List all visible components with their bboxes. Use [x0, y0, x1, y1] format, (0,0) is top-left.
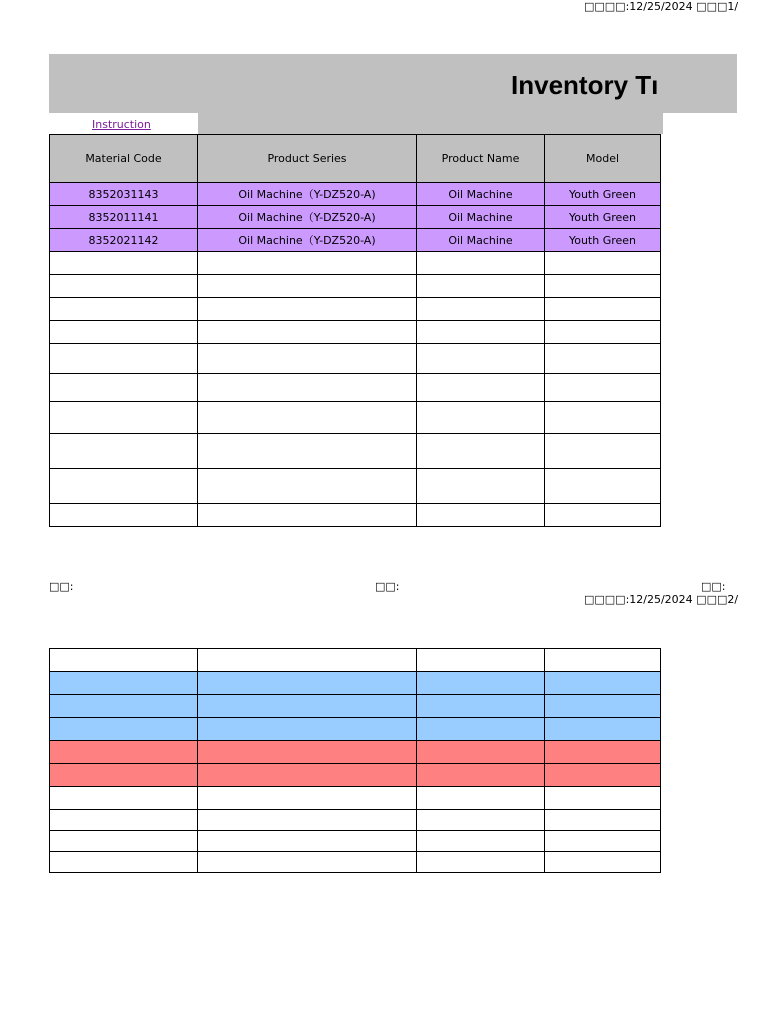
- empty-cell[interactable]: [198, 787, 417, 810]
- empty-cell[interactable]: [545, 787, 661, 810]
- empty-cell[interactable]: [545, 764, 661, 787]
- empty-cell[interactable]: [50, 831, 198, 852]
- empty-cell[interactable]: [545, 695, 661, 718]
- table-header-row: [50, 135, 661, 183]
- table-row: [50, 229, 661, 252]
- empty-cell[interactable]: [198, 402, 417, 434]
- empty-row: [50, 344, 661, 374]
- cell-material-code[interactable]: 8352021142: [50, 229, 198, 252]
- table-row: [50, 183, 661, 206]
- cell-product-series[interactable]: Oil Machine（Y-DZ520-A): [198, 229, 417, 252]
- empty-cell[interactable]: [50, 764, 198, 787]
- cell-product-name[interactable]: Oil Machine: [417, 206, 545, 229]
- col-header-model: Model: [545, 135, 661, 183]
- empty-cell[interactable]: [198, 252, 417, 275]
- empty-cell[interactable]: [545, 504, 661, 527]
- empty-cell[interactable]: [545, 344, 661, 374]
- empty-cell[interactable]: [198, 298, 417, 321]
- empty-cell[interactable]: [50, 374, 198, 402]
- empty-cell[interactable]: [50, 321, 198, 344]
- empty-cell[interactable]: [50, 741, 198, 764]
- empty-row: [50, 649, 661, 672]
- cell-product-name[interactable]: Oil Machine: [417, 183, 545, 206]
- empty-cell[interactable]: [50, 402, 198, 434]
- empty-cell[interactable]: [417, 275, 545, 298]
- empty-cell[interactable]: [198, 434, 417, 469]
- print-date-page-1: □□□□:12/25/2024 □□□1/: [584, 0, 739, 13]
- empty-cell[interactable]: [417, 469, 545, 504]
- empty-cell[interactable]: [417, 504, 545, 527]
- empty-cell[interactable]: [545, 831, 661, 852]
- empty-cell[interactable]: [417, 298, 545, 321]
- empty-cell[interactable]: [417, 852, 545, 873]
- empty-cell[interactable]: [198, 741, 417, 764]
- signature-label-left: □□:: [49, 580, 74, 593]
- highlighted-row-red: [50, 764, 661, 787]
- instruction-link[interactable]: Instruction: [92, 118, 151, 131]
- empty-cell[interactable]: [198, 649, 417, 672]
- highlighted-row-blue: [50, 695, 661, 718]
- empty-cell[interactable]: [545, 402, 661, 434]
- empty-cell[interactable]: [50, 695, 198, 718]
- empty-cell[interactable]: [417, 718, 545, 741]
- sheet-title: Inventory Tı: [511, 70, 659, 100]
- title-subband: [198, 113, 663, 134]
- empty-cell[interactable]: [198, 831, 417, 852]
- empty-row: [50, 787, 661, 810]
- empty-cell[interactable]: [545, 275, 661, 298]
- empty-cell[interactable]: [545, 434, 661, 469]
- inventory-table-page-2: [49, 648, 661, 873]
- empty-cell[interactable]: [545, 298, 661, 321]
- print-date-page-2: □□□□:12/25/2024 □□□2/: [584, 593, 739, 606]
- cell-model[interactable]: Youth Green: [545, 229, 661, 252]
- empty-cell[interactable]: [50, 852, 198, 873]
- empty-cell[interactable]: [545, 741, 661, 764]
- empty-cell[interactable]: [417, 374, 545, 402]
- empty-row: [50, 252, 661, 275]
- empty-cell[interactable]: [545, 252, 661, 275]
- empty-cell[interactable]: [198, 374, 417, 402]
- empty-cell[interactable]: [50, 504, 198, 527]
- empty-cell[interactable]: [198, 764, 417, 787]
- empty-row: [50, 374, 661, 402]
- empty-row: [50, 434, 661, 469]
- empty-cell[interactable]: [198, 810, 417, 831]
- empty-cell[interactable]: [198, 504, 417, 527]
- empty-cell[interactable]: [50, 787, 198, 810]
- empty-row: [50, 298, 661, 321]
- highlighted-row-blue: [50, 718, 661, 741]
- empty-row: [50, 321, 661, 344]
- signature-label-middle: □□:: [375, 580, 400, 593]
- empty-cell[interactable]: [198, 852, 417, 873]
- empty-row: [50, 810, 661, 831]
- cell-product-name[interactable]: Oil Machine: [417, 229, 545, 252]
- empty-row: [50, 504, 661, 527]
- cell-product-series[interactable]: Oil Machine（Y-DZ520-A): [198, 183, 417, 206]
- signature-label-right: □□:: [701, 580, 726, 593]
- empty-cell[interactable]: [545, 718, 661, 741]
- empty-cell[interactable]: [417, 810, 545, 831]
- empty-row: [50, 852, 661, 873]
- empty-cell[interactable]: [417, 252, 545, 275]
- col-header-material-code: Material Code: [50, 135, 198, 183]
- cell-model[interactable]: Youth Green: [545, 183, 661, 206]
- empty-cell[interactable]: [417, 741, 545, 764]
- empty-cell[interactable]: [417, 831, 545, 852]
- empty-cell[interactable]: [545, 810, 661, 831]
- empty-cell[interactable]: [545, 852, 661, 873]
- empty-cell[interactable]: [417, 787, 545, 810]
- empty-cell[interactable]: [50, 672, 198, 695]
- empty-cell[interactable]: [545, 374, 661, 402]
- table-row: [50, 206, 661, 229]
- highlighted-row-blue: [50, 672, 661, 695]
- empty-cell[interactable]: [417, 649, 545, 672]
- empty-cell[interactable]: [198, 275, 417, 298]
- empty-cell[interactable]: [417, 344, 545, 374]
- empty-cell[interactable]: [50, 344, 198, 374]
- empty-cell[interactable]: [198, 718, 417, 741]
- col-header-product-name: Product Name: [417, 135, 545, 183]
- empty-cell[interactable]: [50, 469, 198, 504]
- empty-cell[interactable]: [50, 275, 198, 298]
- empty-cell[interactable]: [417, 672, 545, 695]
- cell-material-code[interactable]: 8352031143: [50, 183, 198, 206]
- empty-cell[interactable]: [545, 672, 661, 695]
- empty-cell[interactable]: [417, 402, 545, 434]
- empty-cell[interactable]: [50, 810, 198, 831]
- empty-cell[interactable]: [545, 321, 661, 344]
- empty-cell[interactable]: [50, 434, 198, 469]
- highlighted-row-red: [50, 741, 661, 764]
- empty-cell[interactable]: [198, 469, 417, 504]
- empty-cell[interactable]: [50, 298, 198, 321]
- empty-cell[interactable]: [198, 695, 417, 718]
- empty-cell[interactable]: [417, 695, 545, 718]
- empty-cell[interactable]: [417, 434, 545, 469]
- empty-row: [50, 275, 661, 298]
- empty-cell[interactable]: [198, 321, 417, 344]
- cell-model[interactable]: Youth Green: [545, 206, 661, 229]
- empty-cell[interactable]: [50, 718, 198, 741]
- cell-material-code[interactable]: 8352011141: [50, 206, 198, 229]
- empty-cell[interactable]: [198, 672, 417, 695]
- empty-cell[interactable]: [545, 469, 661, 504]
- inventory-table: [49, 134, 661, 527]
- empty-row: [50, 469, 661, 504]
- empty-row: [50, 402, 661, 434]
- empty-cell[interactable]: [50, 649, 198, 672]
- col-header-product-series: Product Series: [198, 135, 417, 183]
- empty-row: [50, 831, 661, 852]
- empty-cell[interactable]: [417, 764, 545, 787]
- empty-cell[interactable]: [198, 344, 417, 374]
- cell-product-series[interactable]: Oil Machine（Y-DZ520-A): [198, 206, 417, 229]
- empty-cell[interactable]: [50, 252, 198, 275]
- empty-cell[interactable]: [417, 321, 545, 344]
- empty-cell[interactable]: [545, 649, 661, 672]
